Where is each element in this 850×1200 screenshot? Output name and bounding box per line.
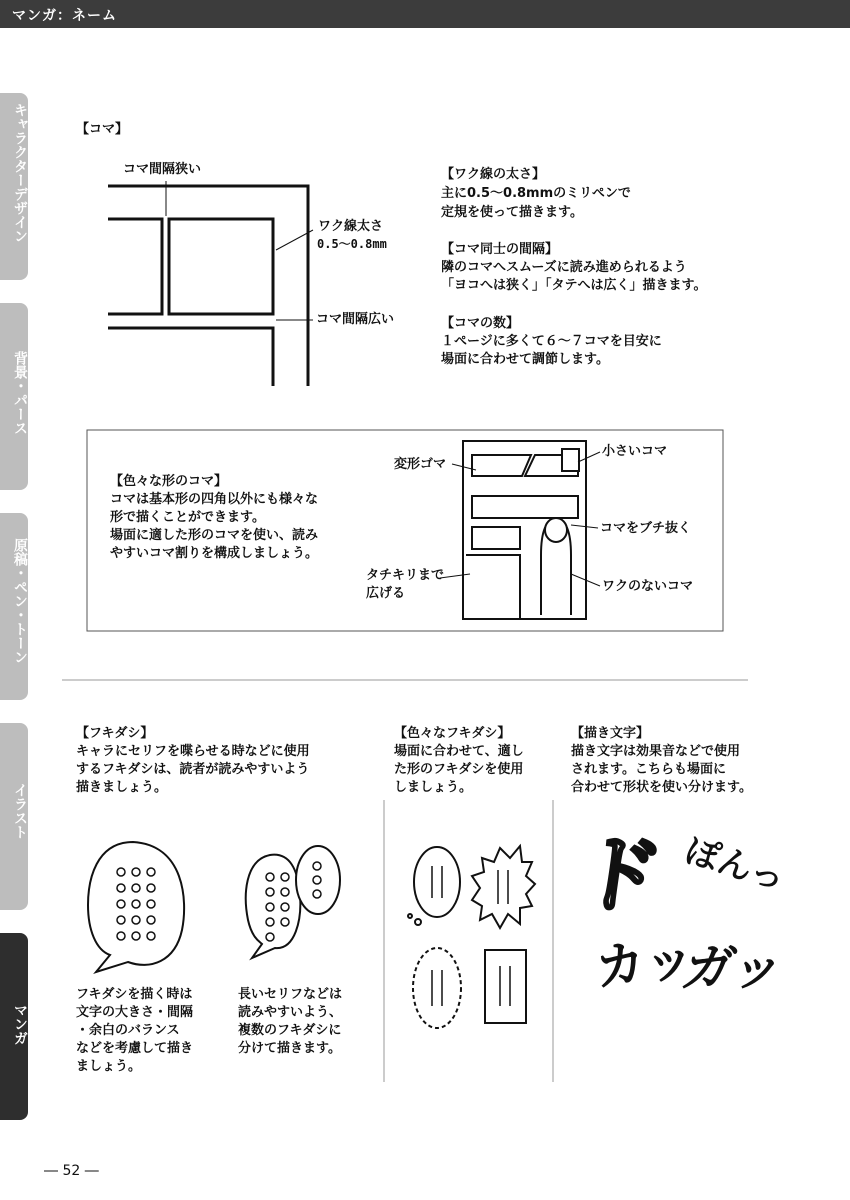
outer-frame-line (108, 186, 308, 386)
sfx-do: ド (571, 826, 669, 924)
tab-label: マンガ (12, 1003, 28, 1045)
tachikiri-panel (466, 555, 520, 619)
fukidashi-line: キャラにセリフを喋らせる時などに使用 (76, 744, 310, 759)
left-panel-frame (108, 219, 162, 314)
sfx-pon: ぽんっ (680, 830, 790, 900)
label-wide-gap: コマ間隔広い (316, 312, 395, 327)
shout-bubble (472, 846, 535, 928)
kakimoji-title: 【描き文字】 (571, 726, 650, 741)
bottom-panel-frame (108, 328, 273, 386)
koma-leader-lines (166, 181, 313, 320)
shapes-diagram (463, 441, 586, 619)
note-line: 主に0.5〜0.8mmのミリペンで (441, 186, 631, 201)
tab-label: キャラクターデザイン (12, 103, 28, 243)
short-panel (472, 527, 520, 549)
shapes-line: 場面に適した形のコマを使い、読み (110, 528, 319, 543)
note-title: 【コマ同士の間隔】 (441, 242, 559, 257)
shapes-title: 【色々な形のコマ】 (110, 474, 228, 489)
tab-label: 原稿・ペン・トーン (12, 538, 28, 664)
label-frameless-panel: ワクのないコマ (602, 579, 694, 594)
thought-bubble (414, 847, 460, 917)
caption-1-line: ましょう。 (76, 1059, 142, 1074)
caption-2-line: 複数のフキダシに (238, 1023, 342, 1038)
deformed-panel (472, 455, 531, 476)
caption-1-line: フキダシを描く時は (76, 987, 193, 1002)
note-line: １ページに多くて６〜７コマを目安に (441, 334, 662, 349)
label-deformed-panel: 変形ゴマ (394, 457, 447, 472)
koma-diagram (108, 186, 308, 386)
sfx-ka: カッ (592, 928, 698, 998)
kakimoji-line: 合わせて形状を使い分けます。 (571, 780, 752, 795)
caption-2-line: 長いセリフなどは (238, 987, 343, 1002)
speech-bubble-1 (88, 842, 184, 972)
figure-head (545, 518, 567, 542)
whisper-bubble (413, 948, 461, 1028)
note-title: 【コマの数】 (441, 316, 520, 331)
right-panel-frame (169, 219, 273, 314)
thought-dot-small (408, 914, 412, 918)
various-title: 【色々なフキダシ】 (394, 726, 511, 741)
label-tachikiri: タチキリまで (366, 568, 445, 583)
shapes-line: やすいコマ割りを構成しましょう。 (110, 546, 319, 561)
label-tachikiri-2: 広げる (366, 586, 406, 601)
thought-dot (415, 919, 421, 925)
various-line: 場面に合わせて、適し (394, 744, 524, 759)
koma-heading: 【コマ】 (76, 122, 129, 137)
caption-2-line: 分けて描きます。 (238, 1041, 341, 1056)
speech-bubble-2 (246, 846, 340, 958)
sfx-ga: ガッ (676, 939, 791, 997)
note-title: 【ワク線の太さ】 (441, 167, 546, 182)
tab-label: 背景・パース (12, 351, 28, 435)
label-line-value: 0.5〜0.8mm (317, 237, 387, 251)
various-line: しましょう。 (394, 780, 473, 795)
note-line: 「ヨコへは狭く」「タテへは広く」描きます。 (441, 278, 707, 293)
various-bubbles (408, 846, 535, 1028)
label-narrow-gap: コマ間隔狭い (123, 162, 202, 177)
box-bubble (485, 950, 526, 1023)
label-break-panel: コマをブチ抜く (600, 521, 692, 536)
kakimoji-line: 描き文字は効果音などで使用 (571, 744, 741, 759)
wide-panel (472, 496, 578, 518)
note-line: 隣のコマへスムーズに読み進められるよう (441, 260, 687, 275)
note-line: 定規を使って描きます。 (441, 205, 583, 220)
note-line: 場面に合わせて調節します。 (441, 352, 609, 367)
page-number: ― 52 ― (44, 1163, 99, 1179)
kakimoji-line: されます。こちらも場面に (571, 762, 726, 777)
shapes-line: 形で描くことができます。 (110, 510, 265, 525)
caption-2-line: 読みやすいよう、 (238, 1005, 343, 1020)
caption-1-line: ・余白のバランス (76, 1023, 180, 1038)
fukidashi-title: 【フキダシ】 (76, 726, 154, 741)
label-small-panel: 小さいコマ (602, 444, 668, 459)
various-line: た形のフキダシを使用 (394, 762, 524, 777)
label-line-width: ワク線太さ (318, 219, 384, 234)
tab-label: イラスト (12, 783, 28, 839)
caption-1-line: などを考慮して描き (76, 1041, 194, 1056)
fukidashi-line: するフキダシは、読者が読みやすいよう (76, 762, 310, 777)
small-panel (562, 449, 579, 471)
caption-1-line: 文字の大きさ・間隔 (76, 1005, 194, 1020)
fukidashi-line: 描きましょう。 (76, 780, 168, 795)
header-title: マンガ：ネーム (12, 8, 117, 24)
shapes-line: コマは基本形の四角以外にも様々な (110, 492, 319, 507)
